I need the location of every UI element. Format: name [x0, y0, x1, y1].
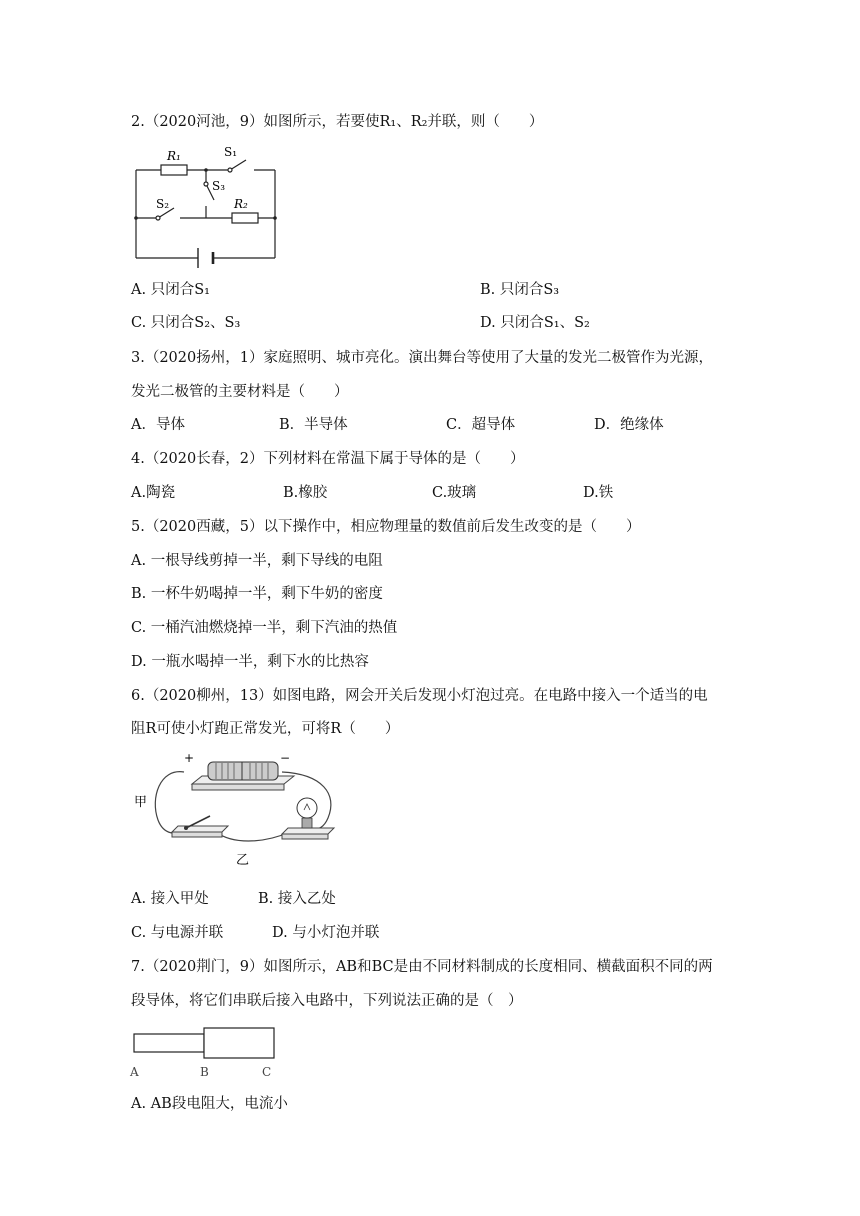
- s1-label: S₁: [224, 145, 238, 159]
- q2-option-c: C. 只闭合S₂、S₃: [131, 315, 241, 331]
- bulb-holder: [282, 798, 334, 839]
- q4-option-b: B.橡胶: [283, 485, 328, 501]
- q6-option-a: A. 接入甲处: [131, 891, 209, 907]
- segment-bc: [204, 1028, 274, 1058]
- s3-label: S₃: [212, 179, 226, 193]
- q4-option-a: A.陶瓷: [131, 485, 176, 501]
- q7-stem-line1: 7.（2020荆门，9）如图所示，AB和BC是由不同材料制成的长度相同、横截面积不同的两: [131, 959, 713, 975]
- battery-holder: [192, 762, 294, 790]
- q2-option-a: A. 只闭合S₁: [131, 282, 210, 298]
- q3-option-a: A．导体: [131, 417, 185, 433]
- jia-label: 甲: [134, 795, 148, 810]
- q6-option-b: B. 接入乙处: [258, 891, 336, 907]
- r2-label: R₂: [234, 197, 248, 211]
- q2-stem: 2.（2020河池，9）如图所示，若要使R₁、R₂并联，则（ ）: [131, 114, 544, 130]
- point-b-label: B: [200, 1065, 209, 1079]
- q2-circuit-diagram: [128, 142, 280, 270]
- q6-stem-line2: 阻R可使小灯跑正常发光，可将R（ ）: [131, 721, 400, 737]
- q4-option-c: C.玻璃: [432, 485, 477, 501]
- positive-terminal-label: +: [184, 751, 195, 765]
- q5-option-d: D. 一瓶水喝掉一半，剩下水的比热容: [131, 654, 369, 670]
- q3-option-b: B．半导体: [279, 417, 348, 433]
- q6-stem-line1: 6.（2020柳州，13）如图电路，网会开关后发现小灯泡过亮。在电路中接入一个适当的电: [131, 688, 708, 704]
- q6-option-d: D. 与小灯泡并联: [272, 925, 380, 941]
- q2-option-d: D. 只闭合S₁、S₂: [480, 315, 590, 331]
- q4-stem: 4.（2020长春，2）下列材料在常温下属于导体的是（ ）: [131, 451, 525, 467]
- q6-option-c: C. 与电源并联: [131, 925, 224, 941]
- r1-resistor: [161, 165, 187, 175]
- q3-option-c: C．超导体: [446, 417, 516, 433]
- q3-stem-line1: 3.（2020扬州，1）家庭照明、城市亮化。演出舞台等使用了大量的发光二极管作为光源，: [131, 350, 713, 366]
- negative-terminal-label: −: [280, 751, 291, 765]
- s2-label: S₂: [156, 197, 170, 211]
- q7-stem-line2: 段导体，将它们串联后接入电路中，下列说法正确的是（ ）: [131, 993, 523, 1009]
- r2-resistor: [232, 213, 258, 223]
- segment-ab: [134, 1034, 204, 1052]
- q5-option-c: C. 一桶汽油燃烧掉一半，剩下汽油的热值: [131, 620, 398, 636]
- q3-option-d: D．绝缘体: [594, 417, 664, 433]
- yi-label: 乙: [236, 853, 250, 868]
- q2-option-b: B. 只闭合S₃: [480, 282, 560, 298]
- knife-switch: [172, 816, 228, 837]
- q7-conductor-diagram: [126, 1024, 286, 1080]
- point-a-label: A: [130, 1065, 139, 1079]
- q5-option-a: A. 一根导线剪掉一半，剩下导线的电阻: [131, 553, 383, 569]
- q3-stem-line2: 发光二极管的主要材料是（ ）: [131, 384, 349, 400]
- light-bulb-icon: [297, 798, 317, 818]
- q4-option-d: D.铁: [583, 485, 614, 501]
- q5-stem: 5.（2020西藏，5）以下操作中，相应物理量的数值前后发生改变的是（ ）: [131, 519, 641, 535]
- r1-label: R₁: [167, 149, 181, 163]
- point-c-label: C: [262, 1065, 272, 1079]
- q7-option-a: A. AB段电阻大，电流小: [131, 1096, 288, 1112]
- q5-option-b: B. 一杯牛奶喝掉一半，剩下牛奶的密度: [131, 586, 383, 602]
- q6-circuit-photo: [132, 748, 348, 872]
